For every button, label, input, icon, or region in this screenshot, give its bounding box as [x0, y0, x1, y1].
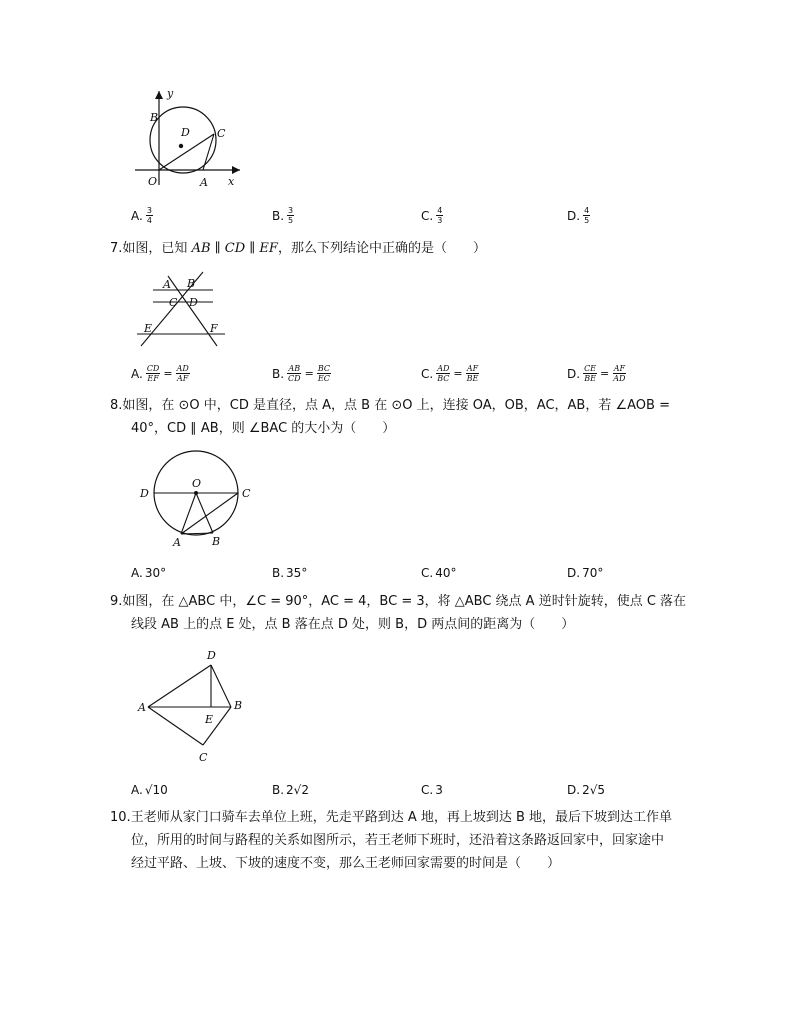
numerator: AD — [176, 364, 189, 373]
q7-stem — [110, 238, 486, 260]
q10-stem-line2 — [131, 830, 664, 852]
q6-figure — [125, 85, 255, 195]
segment-ad — [148, 665, 211, 707]
chord-ac — [181, 493, 238, 534]
option-letter: A. — [131, 208, 143, 223]
segment-db — [211, 665, 231, 707]
option-letter: D. — [567, 366, 581, 381]
q8-option-b[interactable] — [272, 566, 307, 580]
label-x: x — [228, 175, 235, 188]
label-a: A — [138, 701, 146, 714]
q6-option-b[interactable] — [272, 206, 295, 225]
q10-line2: 位，所用的时间与路程的关系如图所示，若王老师下班时，还沿着这条路返回家中，回家途中 — [131, 833, 665, 848]
q7-text-before: 如图，已知 — [122, 241, 188, 256]
q7-option-d[interactable] — [567, 364, 627, 383]
q8-stem-line2 — [131, 418, 395, 440]
q7-figure — [133, 268, 233, 350]
center-point-d — [179, 144, 183, 148]
q10-stem-line3 — [131, 853, 560, 875]
label-f: F — [210, 322, 218, 335]
option-letter: B. — [272, 366, 285, 381]
label-a: A — [200, 176, 208, 189]
label-y: y — [167, 87, 174, 100]
option-letter: C. — [421, 208, 434, 223]
numerator: 4 — [584, 206, 590, 215]
numerator: CD — [146, 364, 160, 373]
segment-ac — [148, 707, 203, 745]
label-c: C — [242, 487, 251, 500]
q9-stem-line2 — [131, 614, 574, 636]
option-letter: C. — [421, 783, 434, 797]
option-value: 30° — [144, 566, 167, 580]
q8-number: 8. — [110, 398, 123, 413]
q9-option-a[interactable] — [131, 783, 168, 797]
denominator: 5 — [584, 216, 590, 225]
numerator: CE — [584, 364, 597, 373]
q9-figure — [135, 645, 255, 770]
label-b: B — [150, 111, 159, 124]
q9-line1: 如图，在 △ABC 中，∠C = 90°，AC = 4，BC = 3，将 △ABC 绕点 A 逆时针旋转，使点 C 落在 — [122, 594, 687, 609]
q10-line1: 王老师从家门口骑车去单位上班，先走平路到达 A 地，再上坡到达 B 地，最后下坡到达工作单 — [130, 810, 673, 825]
label-b: B — [212, 535, 221, 548]
label-d: D — [140, 487, 149, 500]
q8-stem-line1 — [110, 395, 670, 417]
option-letter: D. — [567, 783, 581, 797]
q8-option-d[interactable] — [567, 566, 603, 580]
equals-sign: = — [304, 367, 314, 380]
label-o: O — [192, 477, 202, 490]
label-b: B — [187, 277, 196, 290]
x-axis-arrow — [232, 166, 240, 174]
q8-line1: 如图，在 ⊙O 中，CD 是直径，点 A，点 B 在 ⊙O 上，连接 OA，OB，AC，AB，若 ∠AOB = — [122, 398, 670, 413]
option-value: 3 — [435, 783, 443, 797]
numerator: AB — [288, 364, 301, 373]
numerator: AF — [466, 364, 479, 373]
q9-option-c[interactable] — [421, 783, 443, 797]
option-value: 35° — [286, 566, 308, 580]
label-o: O — [148, 175, 158, 188]
label-c: C — [169, 296, 178, 309]
equals-sign: = — [163, 367, 173, 380]
denominator: AF — [177, 374, 189, 383]
denominator: EC — [317, 374, 330, 383]
option-letter: B. — [272, 566, 285, 580]
q8-line2: 40°，CD ∥ AB，则 ∠BAC 的大小为（ ） — [131, 421, 396, 436]
option-letter: A. — [131, 366, 143, 381]
q8-option-c[interactable] — [421, 566, 456, 580]
q7-text-after: ，那么下列结论中正确的是（ ） — [277, 241, 486, 256]
option-value: 40° — [435, 566, 457, 580]
denominator: 4 — [146, 216, 152, 225]
center-point-o — [194, 491, 198, 495]
option-letter: A. — [131, 783, 143, 797]
denominator: 3 — [437, 216, 443, 225]
segment-oa — [181, 493, 196, 534]
q7-option-b[interactable] — [272, 364, 332, 383]
q7-number: 7. — [110, 241, 123, 256]
q7-option-c[interactable] — [421, 364, 480, 383]
numerator: 3 — [288, 206, 294, 215]
denominator: 5 — [288, 216, 294, 225]
option-letter: B. — [272, 783, 285, 797]
option-letter: A. — [131, 566, 143, 580]
denominator: BC — [437, 374, 450, 383]
option-letter: D. — [567, 208, 581, 223]
numerator: BC — [317, 364, 330, 373]
numerator: AF — [613, 364, 626, 373]
q9-line2: 线段 AB 上的点 E 处，点 B 落在点 D 处，则 B，D 两点间的距离为（ ） — [131, 617, 575, 632]
numerator: AD — [437, 364, 450, 373]
q8-option-a[interactable] — [131, 566, 166, 580]
segment-ca — [203, 134, 214, 170]
denominator: AD — [613, 374, 626, 383]
q10-number: 10. — [110, 810, 131, 825]
q6-option-a[interactable] — [131, 206, 154, 225]
denominator: BE — [466, 374, 479, 383]
label-d: D — [207, 649, 216, 662]
q6-option-c[interactable] — [421, 206, 444, 225]
label-a: A — [163, 278, 171, 291]
numerator: 3 — [146, 206, 152, 215]
label-b: B — [234, 699, 243, 712]
denominator: EF — [147, 374, 159, 383]
q10-stem-line1 — [110, 807, 672, 829]
option-value: 2√5 — [582, 783, 605, 797]
option-letter: D. — [567, 566, 581, 580]
option-value: 70° — [582, 566, 604, 580]
denominator: CD — [288, 374, 301, 383]
q9-number: 9. — [110, 594, 123, 609]
label-a: A — [173, 536, 181, 549]
label-e: E — [144, 322, 153, 335]
option-letter: C. — [421, 566, 434, 580]
equals-sign: = — [453, 367, 463, 380]
q6-option-d[interactable] — [567, 206, 591, 225]
label-c: C — [217, 127, 226, 140]
numerator: 4 — [437, 206, 443, 215]
option-letter: C. — [421, 366, 434, 381]
option-value: 2√2 — [286, 783, 309, 797]
q9-option-d[interactable] — [567, 783, 605, 797]
denominator: BE — [584, 374, 596, 383]
equals-sign: = — [600, 367, 610, 380]
q9-stem-line1 — [110, 591, 686, 613]
label-d: D — [181, 126, 190, 139]
q8-figure — [135, 448, 255, 553]
option-letter: B. — [272, 208, 285, 223]
q10-line3: 经过平路、上坡、下坡的速度不变，那么王老师回家需要的时间是（ ） — [131, 856, 561, 871]
label-e: E — [205, 713, 214, 726]
q9-option-b[interactable] — [272, 783, 309, 797]
option-value: √10 — [144, 783, 168, 797]
label-d: D — [189, 296, 198, 309]
circle-d — [150, 107, 216, 173]
y-axis-arrow — [155, 91, 163, 99]
q7-option-a[interactable] — [131, 364, 191, 383]
q7-math: AB ∥ CD ∥ EF — [191, 241, 278, 256]
label-c: C — [199, 751, 208, 764]
